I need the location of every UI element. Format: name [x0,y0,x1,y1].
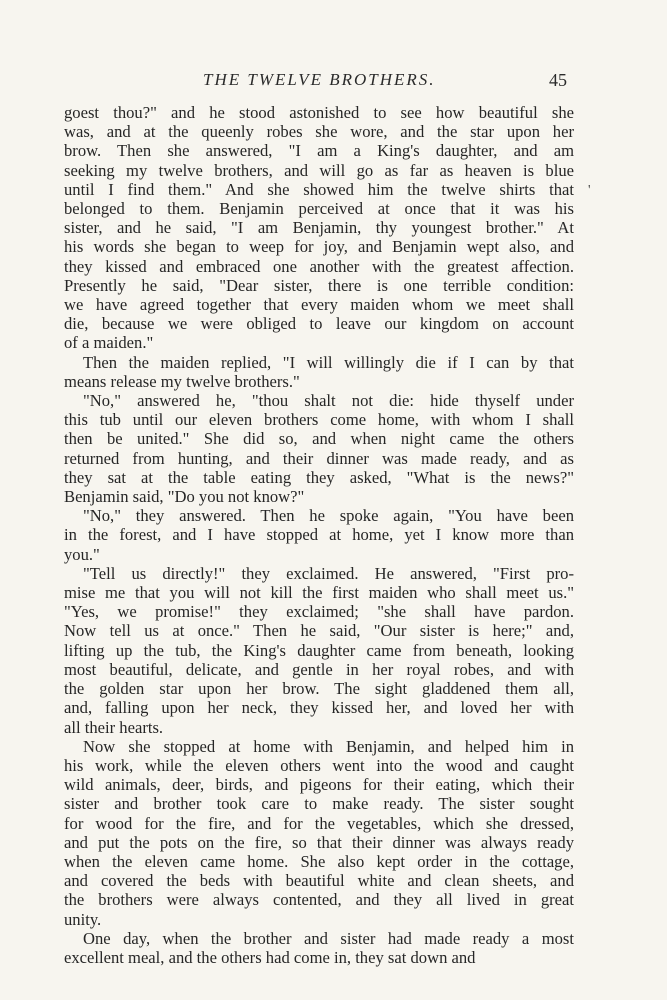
text-line: of a maiden." [64,333,154,353]
text-line: Benjamin said, "Do you not know?" [64,487,305,507]
paragraph [64,564,574,737]
paragraph [64,929,574,967]
text-line: then be united." She did so, and when night came the others [64,429,574,449]
body-text [64,103,574,967]
text-line: and covered the beds with beautiful white and clean sheets, and [64,871,574,891]
text-line: they sat at the table eating they asked, "What is the news?" [64,467,574,487]
text-line: lifting up the tub, the King's daughter came from beneath, looking [64,640,574,660]
text-line: wild animals, deer, birds, and pigeons for their eating, which their [64,775,574,795]
text-line: we have agreed together that every maiden whom we meet shall [64,295,574,315]
running-head [0,70,667,98]
paragraph [64,353,574,391]
text-line: "Yes, we promise!" they exclaimed; "she shall have pardon. [64,602,574,622]
text-line: the brothers were always contented, and they all lived in great [64,890,574,910]
text-line: belonged to them. Benjamin perceived at once that it was his [64,199,574,219]
text-line: means release my twelve brothers." [64,371,300,391]
text-line: you." [64,544,100,564]
paragraph [64,506,574,564]
text-line: die, because we were obliged to leave our kingdom on account [64,314,574,334]
paragraph [64,391,574,506]
text-line: until I find them." And she showed him the twelve shirts that [64,179,574,199]
text-line: and put the pots on the fire, so that their dinner was always ready [64,832,574,852]
text-line: Presently he said, "Dear sister, there is one terrible condition: [64,275,574,295]
text-line: Then the maiden replied, "I will willingly die if I can by that [83,352,574,372]
text-line: the golden star upon her brow. The sight gladdened them all, [64,679,574,699]
text-line: they kissed and embraced one another with the greatest affection. [64,256,574,276]
text-line: all their hearts. [64,717,164,737]
text-line: in the forest, and I have stopped at home, yet I know more than [64,525,574,545]
text-line: goest thou?" and he stood astonished to see how beautiful she [64,103,574,122]
text-line: his words she began to weep for joy, and Benjamin wept also, and [64,237,574,257]
text-line: "No," they answered. Then he spoke again, "You have been [83,506,574,526]
text-line: was, and at the queenly robes she wore, and the star upon her [64,122,574,142]
text-line: sister and brother took care to make ready. The sister sought [64,794,574,814]
text-line: and, falling upon her neck, they kissed her, and loved her with [64,698,574,718]
text-line: returned from hunting, and their dinner was made ready, and as [64,448,574,468]
text-line: Now she stopped at home with Benjamin, and helped him in [83,736,574,756]
text-line: seeking my twelve brothers, and will go as far as heaven is blue [64,160,574,180]
text-line: excellent meal, and the others had come in, they sat down and [64,947,476,967]
page-number: 45 [549,70,567,90]
paragraph [64,737,574,929]
margin-mark: ' [588,183,591,198]
text-line: sister, and he said, "I am Benjamin, thy youngest brother." At [64,218,574,238]
text-line: for wood for the fire, and for the vegetables, which she dressed, [64,813,574,833]
paragraph [64,103,574,353]
text-line: this tub until our eleven brothers come home, with whom I shall [64,410,574,430]
text-line: "Tell us directly!" they exclaimed. He answered, "First pro- [83,563,574,583]
text-line: "No," answered he, "thou shalt not die: hide thyself under [83,391,574,411]
text-line: unity. [64,909,102,929]
text-line: when the eleven came home. She also kept order in the cottage, [64,851,574,871]
text-line: brow. Then she answered, "I am a King's daughter, and am [64,141,574,161]
text-line: mise me that you will not kill the first maiden who shall meet us." [64,583,574,603]
text-line: most beautiful, delicate, and gentle in her royal robes, and with [64,659,574,679]
running-title: THE TWELVE BROTHERS. [203,70,436,89]
text-line: Now tell us at once." Then he said, "Our sister is here;" and, [64,621,574,641]
text-line: One day, when the brother and sister had made ready a most [83,928,574,948]
text-line: his work, while the eleven others went into the wood and caught [64,755,574,775]
